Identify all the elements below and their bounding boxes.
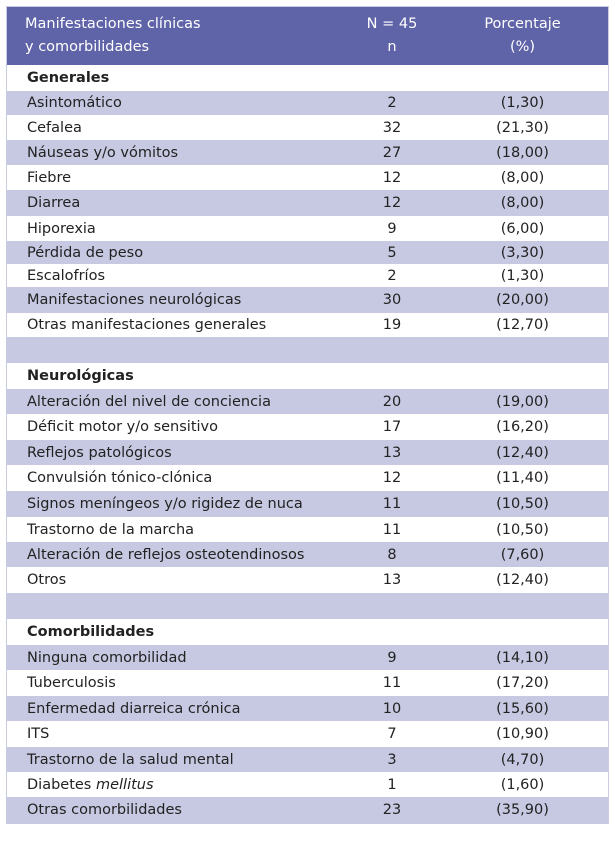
row-label: Cefalea (27, 119, 82, 136)
row-label: Tuberculosis (27, 675, 116, 691)
row-label: Diabetes mellitus (27, 776, 154, 793)
header-col1-line1: Manifestaciones clínicas (25, 16, 201, 32)
section-title: Neurológicas (7, 363, 608, 389)
row-percentage: (1,60) (500, 776, 545, 793)
row-n: 13 (382, 572, 402, 588)
row-n: 2 (387, 267, 397, 284)
row-percentage: (15,60) (496, 700, 549, 717)
section-spacer (7, 593, 608, 619)
row-n: 9 (387, 649, 397, 666)
row-n: 13 (382, 444, 402, 461)
row-label: Trastorno de la marcha (27, 521, 195, 538)
row-percentage: (3,30) (500, 244, 545, 261)
table-body (7, 65, 608, 823)
row-label: Ninguna comorbilidad (27, 649, 187, 666)
row-label: Escalofríos (27, 267, 105, 284)
header-percentage (437, 7, 608, 65)
row-label: Alteración del nivel de conciencia (27, 393, 271, 410)
header-col3-line2: (%) (509, 39, 536, 55)
row-percentage: (8,00) (500, 169, 545, 186)
table-row (7, 91, 608, 115)
row-percentage: (8,00) (500, 195, 545, 211)
row-n: 9 (387, 220, 397, 237)
row-n: 11 (382, 521, 402, 538)
table-row (7, 389, 608, 414)
table-row (7, 747, 608, 772)
row-n: 5 (387, 244, 397, 261)
row-label: Otras manifestaciones generales (27, 317, 267, 333)
row-percentage: (14,10) (496, 649, 549, 666)
clinical-table (6, 6, 609, 824)
row-percentage: (19,00) (496, 393, 549, 410)
table-row (7, 165, 608, 190)
table-row (7, 696, 608, 721)
row-percentage: (20,00) (496, 292, 549, 308)
row-label: Asintomático (27, 95, 122, 111)
table-row (7, 721, 608, 747)
header-col2-line1: N = 45 (366, 16, 418, 32)
table-header (7, 7, 608, 65)
row-n: 30 (382, 292, 402, 308)
row-percentage: (10,90) (496, 726, 549, 742)
row-n: 27 (382, 144, 402, 161)
row-label: Diarrea (27, 195, 81, 211)
row-percentage: (12,40) (496, 444, 549, 461)
header-col3-line1: Porcentaje (484, 16, 561, 32)
row-n: 32 (382, 119, 402, 136)
row-label: Fiebre (27, 169, 72, 186)
row-percentage: (11,40) (496, 470, 549, 486)
row-n: 23 (382, 802, 402, 818)
row-n: 10 (382, 700, 402, 717)
row-n: 7 (387, 726, 397, 742)
header-col1-line2: y comorbilidades (25, 39, 150, 55)
row-n: 3 (387, 751, 397, 768)
table-row (7, 797, 608, 823)
header-col2-line2: n (387, 39, 397, 55)
row-percentage: (1,30) (500, 267, 545, 284)
row-label: Signos meníngeos y/o rigidez de nuca (27, 496, 303, 512)
row-n: 11 (382, 675, 402, 691)
table-row (7, 216, 608, 241)
row-percentage: (10,50) (496, 521, 549, 538)
row-percentage: (18,00) (496, 144, 549, 161)
table-row (7, 567, 608, 593)
row-percentage: (12,70) (496, 317, 549, 333)
row-label: Hiporexia (27, 220, 96, 237)
row-n: 11 (382, 496, 402, 512)
table-row (7, 414, 608, 440)
table-row (7, 264, 608, 287)
row-n: 2 (387, 95, 397, 111)
section-title: Generales (7, 65, 608, 91)
row-n: 12 (382, 169, 402, 186)
row-label: Alteración de reflejos osteotendinosos (27, 546, 305, 563)
row-label: Enfermedad diarreica crónica (27, 700, 241, 717)
row-percentage: (4,70) (500, 751, 545, 768)
row-percentage: (35,90) (496, 802, 549, 818)
header-n (347, 7, 437, 65)
table-row (7, 190, 608, 216)
row-label: Otras comorbilidades (27, 802, 182, 818)
section-title: Comorbilidades (7, 619, 608, 645)
row-n: 8 (387, 546, 397, 563)
row-label: Trastorno de la salud mental (27, 751, 234, 768)
table-row (7, 772, 608, 797)
row-n: 12 (382, 470, 402, 486)
table-row (7, 517, 608, 542)
row-label: Reflejos patológicos (27, 444, 172, 461)
row-percentage: (7,60) (500, 546, 545, 563)
row-label: Manifestaciones neurológicas (27, 292, 242, 308)
row-n: 20 (382, 393, 402, 410)
table-row (7, 313, 608, 337)
section-spacer (7, 337, 608, 363)
row-label: Náuseas y/o vómitos (27, 144, 179, 161)
table-row (7, 645, 608, 670)
row-percentage: (1,30) (500, 95, 545, 111)
table-row (7, 542, 608, 567)
row-n: 17 (382, 419, 402, 435)
row-percentage: (12,40) (496, 572, 549, 588)
row-percentage: (16,20) (496, 419, 549, 435)
row-n: 12 (382, 195, 402, 211)
table-row (7, 241, 608, 264)
row-percentage: (10,50) (496, 496, 549, 512)
table-row (7, 465, 608, 491)
row-label: Pérdida de peso (27, 244, 144, 261)
row-n: 1 (387, 776, 397, 793)
table-row (7, 115, 608, 140)
row-label: Convulsión tónico-clónica (27, 470, 213, 486)
row-n: 19 (382, 317, 402, 333)
header-manifestations (7, 7, 347, 65)
table-row (7, 670, 608, 696)
row-percentage: (21,30) (496, 119, 549, 136)
row-label: Otros (27, 572, 67, 588)
row-label: Déficit motor y/o sensitivo (27, 419, 218, 435)
table-row (7, 491, 608, 517)
row-percentage: (6,00) (500, 220, 545, 237)
row-label: ITS (27, 726, 50, 742)
table-row (7, 440, 608, 465)
table-row (7, 287, 608, 313)
row-percentage: (17,20) (496, 675, 549, 691)
table-row (7, 140, 608, 165)
